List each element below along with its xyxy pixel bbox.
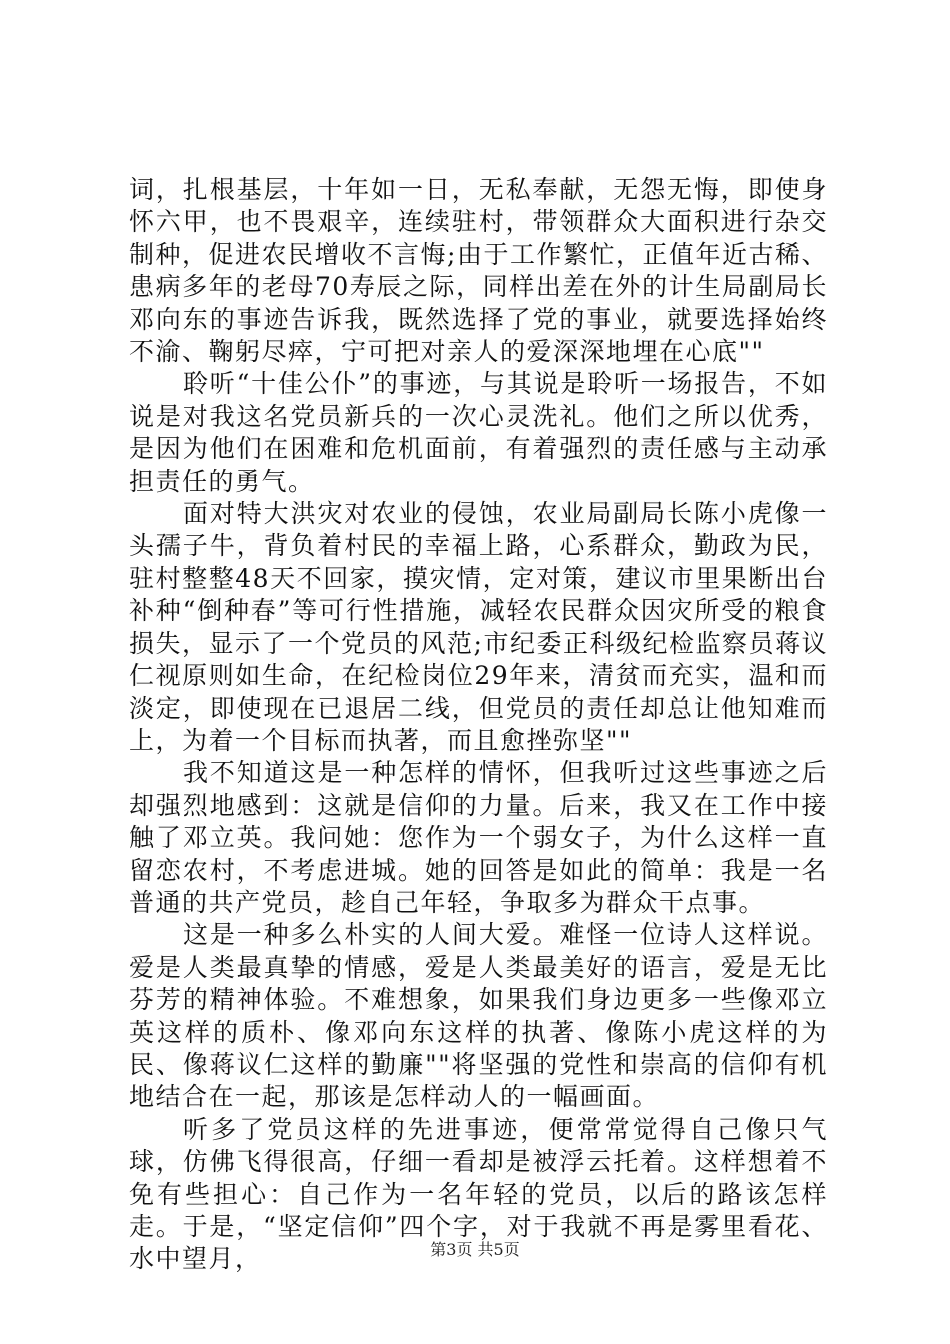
paragraph: 聆听“十佳公仆”的事迹，与其说是聆听一场报告，不如说是对我这名党员新兵的一次心灵洗礼。他们之所以优秀，是因为他们在困难和危机面前，有着强烈的责任感与主动承担责任的勇气。 [129, 369, 828, 496]
paragraph: 面对特大洪灾对农业的侵蚀，农业局副局长陈小虎像一头孺子牛，背负着村民的幸福上路，心系群众，勤政为民，驻村整整48天不回家，摸灾情，定对策，建议市里果断出台补种“倒种春”等可行性措施，减轻农民群众因灾所受的粮食损失，显示了一个党员的风范;市纪委正科级纪检监察员蒋议仁视原则如生命，在纪检岗位29年来，清贫而充实，温和而淡定，即使现在已退居二线，但党员的责任却总让他知难而上，为着一个目标而执著，而且愈挫弥坚"" [129, 499, 828, 755]
paragraph: 听多了党员这样的先进事迹，便常常觉得自己像只气球，仿佛飞得很高，仔细一看却是被浮云托着。这样想着不免有些担心：自己作为一名年轻的党员，以后的路该怎样走。于是，“坚定信仰”四个字，对于我就不再是雾里看花、水中望月， [129, 1114, 828, 1274]
page-footer: 第3页 共5页 [430, 1240, 520, 1259]
paragraph-continuation: 词，扎根基层，十年如一日，无私奉献，无怨无悔，即使身怀六甲，也不畏艰辛，连续驻村，带领群众大面积进行杂交制种，促进农民增收不言悔;由于工作繁忙，正值年近古稀、患病多年的老母70寿辰之际，同样出差在外的计生局副局长邓向东的事迹告诉我，既然选择了党的事业，就要选择始终不渝、鞠躬尽瘁，宁可把对亲人的爱深深地埋在心底"" [129, 175, 828, 367]
body-text [129, 174, 828, 1276]
paragraph: 我不知道这是一种怎样的情怀，但我听过这些事迹之后却强烈地感到：这就是信仰的力量。后来，我又在工作中接触了邓立英。我问她：您作为一个弱女子，为什么这样一直留恋农村，不考虑进城。她的回答是如此的简单：我是一名普通的共产党员，趁自己年轻，争取多为群众干点事。 [129, 758, 828, 917]
paragraph: 这是一种多么朴实的人间大爱。难怪一位诗人这样说。爱是人类最真挚的情感，爱是人类最美好的语言，爱是无比芬芳的精神体验。不难想象，如果我们身边更多一些像邓立英这样的质朴、像邓向东这样的执著、像陈小虎这样的为民、像蒋议仁这样的勤廉""将坚强的党性和崇高的信仰有机地结合在一起，那该是怎样动人的一幅画面。 [129, 920, 828, 1112]
